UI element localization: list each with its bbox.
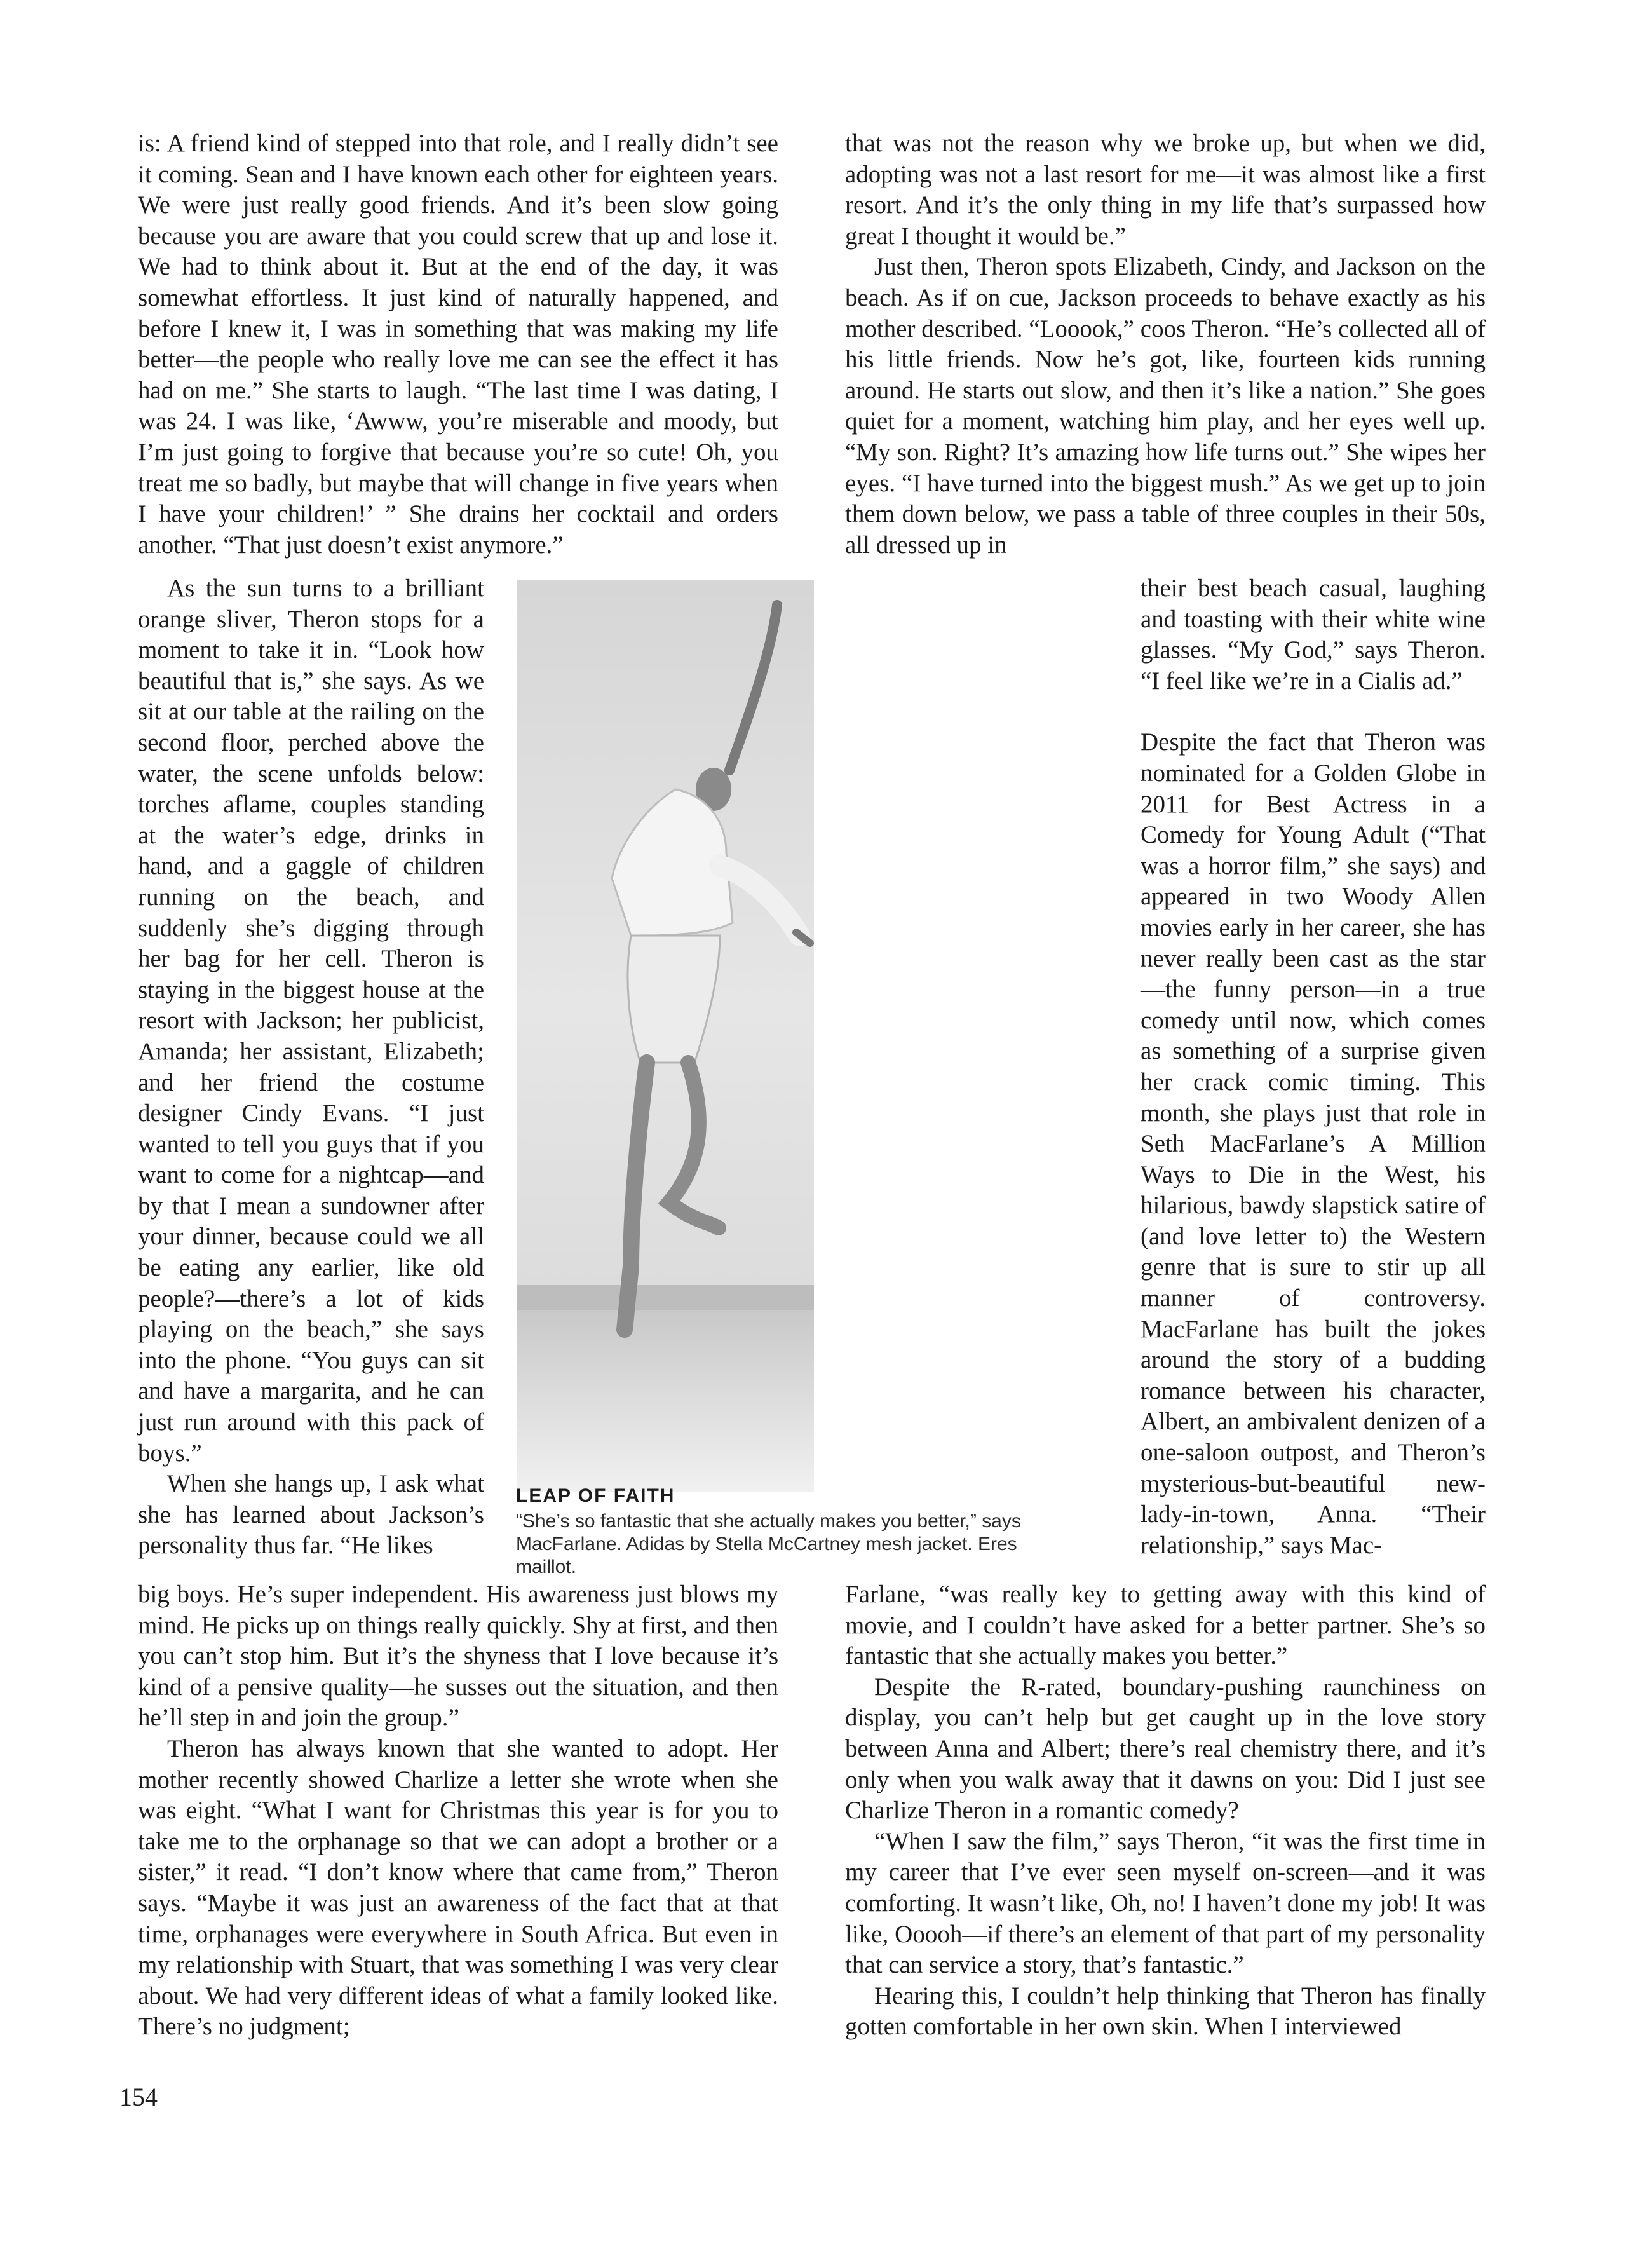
photo-caption — [516, 1485, 1062, 1579]
paragraph: Theron has always known that she wanted to adopt. Her mother recently showed Charlize a letter she wrote when she was eight. “What I want for Christmas this year is for you to take me to the orphanage so that we can adopt a brother or a sister,” it read. “I don’t know where that came from,” Theron says. “Maybe it was just an awareness of the fact that at that time, orphanages were everywhere in South Africa. But even in my relationship with Stuart, that was something I was very clear about. We had very different ideas of what a family looked like. There’s no judgment; — [138, 1734, 778, 2041]
paragraph: Farlane, “was really key to getting away with this kind of movie, and I couldn’t have asked for a better partner. She’s so fantastic that she actually makes you better.” — [845, 1581, 1486, 1670]
paragraph: Despite the fact that Theron was nominated for a Golden Globe in 2011 for Best Actress in a Comedy for Young Adult (“That was a horror film,” she says) and appeared in two Woody Allen movies early in her career, she has never really been cast as the star—the funny person—in a true comedy until now, which comes as something of a surprise given her crack comic timing. This month, she plays just that role in Seth MacFarlane’s A Million Ways to Die in the West, his hilarious, bawdy slapstick satire of (and love letter to) the Western genre that is sure to stir up all manner of controversy. MacFarlane has built the jokes around the story of a budding romance between his character, Albert, an ambivalent denizen of a one-saloon outpost, and Theron’s mysterious-but-beautiful new-lady-in-town, Anna. “Their relationship,” says Mac- — [1141, 728, 1486, 1559]
right-column-top — [845, 128, 1486, 561]
paragraph: “When I saw the film,” says Theron, “it was the first time in my career that I’ve ever seen myself on-screen—and it was comforting. It wasn’t like, Oh, no! I haven’t done my job! It was like, Ooooh—if there’s an element of that part of my personality that can service a story, that’s fantastic.” — [845, 1827, 1486, 1979]
paragraph: big boys. He’s super independent. His awareness just blows my mind. He picks up on things really quickly. Shy at first, and then you can’t stop him. But it’s the shyness that I love because it’s kind of a pensive quality—he susses out the situation, and then he’ll step in and join the group.” — [138, 1581, 778, 1732]
caption-text: “She’s so fantastic that she actually makes you better,” says MacFarlane. Adidas by Stella McCartney mesh jacket. Eres maillot. — [516, 1511, 1021, 1577]
left-column-narrow — [138, 573, 484, 1562]
paragraph: Just then, Theron spots Elizabeth, Cindy, and Jackson on the beach. As if on cue, Jackson proceeds to behave exactly as his mother described. “Looook,” coos Theron. “He’s collected all of his little friends. Now he’s got, like, fourteen kids running around. He starts out slow, and then it’s like a nation.” She goes quiet for a moment, watching him play, and her eyes well up. “My son. Right? It’s amazing how life turns out.” She wipes her eyes. “I have turned into the biggest mush.” As we get up to join them down below, we pass a table of three couples in their 50s, all dressed up in — [845, 253, 1486, 559]
caption-title: LEAP OF FAITH — [516, 1485, 675, 1506]
right-column-narrow — [1141, 573, 1486, 1561]
right-column-bottom — [845, 1579, 1486, 2043]
paragraph: Hearing this, I couldn’t help thinking that Theron has finally gotten comfortable in her own skin. When I interviewed — [845, 1982, 1486, 2041]
paragraph: When she hangs up, I ask what she has learned about Jackson’s personality thus far. “He likes — [138, 1470, 484, 1560]
paragraph: Despite the R-rated, boundary-pushing raunchiness on display, you can’t help but get caught up in the love story between Anna and Albert; there’s real chemistry there, and it’s only when you walk away that it dawns on you: Did I just see Charlize Theron in a romantic comedy? — [845, 1673, 1486, 1825]
paragraph: that was not the reason why we broke up, but when we did, adopting was not a last resort for me—it was almost like a first resort. And it’s the only thing in my life that’s surpassed how great I thought it would be.” — [845, 130, 1486, 250]
paragraph: As the sun turns to a brilliant orange sliver, Theron stops for a moment to take it in. “Look how beautiful that is,” she says. As we sit at our table at the railing on the second floor, perched above the water, the scene unfolds below: torches aflame, couples standing at the water’s edge, drinks in hand, and a gaggle of children running on the beach, and suddenly she’s digging through her bag for her cell. Theron is staying in the biggest house at the resort with Jackson; her publicist, Amanda; her assistant, Elizabeth; and her friend the costume designer Cindy Evans. “I just wanted to tell you guys that if you want to come for a nightcap—and by that I mean a sundowner after your dinner, because could we all be eating any earlier, like old people?—there’s a lot of kids playing on the beach,” she says into the phone. “You guys can sit and have a margarita, and he can just run around with this pack of boys.” — [138, 575, 484, 1467]
page-number: 154 — [119, 2083, 158, 2111]
left-column-top — [138, 128, 778, 561]
left-column-bottom — [138, 1579, 778, 2043]
leaping-woman-photo — [517, 580, 814, 1492]
photo-illustration — [517, 580, 814, 1492]
paragraph: is: A friend kind of stepped into that role, and I really didn’t see it coming. Sean and I have known each other for eighteen years. We were just really good friends. And it’s been slow going because you are aware that you could screw that up and lose it. We had to think about it. But at the end of the day, it was somewhat effortless. It just kind of naturally happened, and before I knew it, I was in something that was making my life better—the people who really love me can see the effect it has had on me.” She starts to laugh. “The last time I was dating, I was 24. I was like, ‘Awww, you’re miserable and moody, but I’m just going to forgive that because you’re so cute! Oh, you treat me so badly, but maybe that will change in five years when I have your children!’ ” She drains her cocktail and orders another. “That just doesn’t exist anymore.” — [138, 130, 778, 559]
paragraph: their best beach casual, laughing and toasting with their white wine glasses. “My God,” says Theron. “I feel like we’re in a Cialis ad.” — [1141, 575, 1486, 695]
